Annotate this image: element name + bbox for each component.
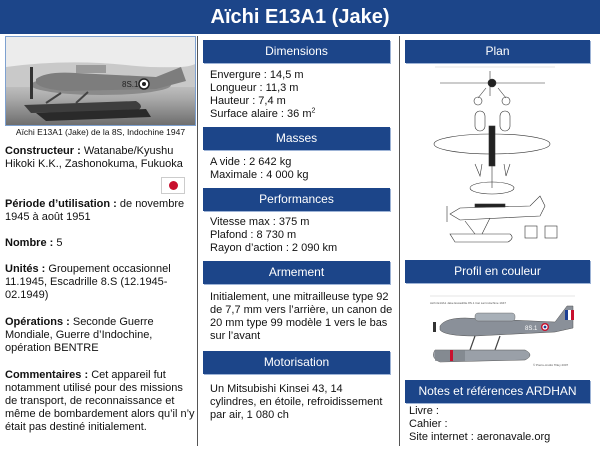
armement-header: Armement <box>203 261 390 284</box>
plan-header: Plan <box>405 40 590 63</box>
periode-value: de novembre 1945 à août 1951 <box>5 198 185 223</box>
notes-section <box>409 405 594 444</box>
column-divider-left <box>197 36 198 446</box>
envergure-text: Envergure : 14,5 m <box>210 69 304 81</box>
armement-text: Initialement, une mitrailleuse type 92 de 7,7 mm vers l’arrière, un canon de 20 mm type 99 modèle 1 vers le bas sur l’avant <box>210 291 393 342</box>
svg-text:8S.1: 8S.1 <box>122 80 139 89</box>
operations-value: Seconde Guerre Mondiale, Guerre d’Indochine, opération BENTRE <box>5 316 154 354</box>
performances-section <box>210 216 390 255</box>
nombre-value: 5 <box>53 237 63 249</box>
surface-superscript: 2 <box>311 107 316 115</box>
masse-max-text: Maximale : 4 000 kg <box>210 169 309 181</box>
profil-header: Profil en couleur <box>405 260 590 283</box>
periode-label: Période d’utilisation : <box>5 198 117 210</box>
livre-text: Livre : <box>409 405 439 417</box>
motorisation-text: Un Mitsubishi Kinsei 43, 14 cylindres, en étoile, refroidissement par air, 1 080 ch <box>210 383 383 421</box>
svg-text:© Pierre-André Tilley 2007: © Pierre-André Tilley 2007 <box>533 363 569 367</box>
japan-flag-icon <box>161 177 185 194</box>
photo-caption: Aïchi E13A1 (Jake) de la 8S, Indochine 1947 <box>15 127 186 137</box>
dimensions-section <box>210 69 390 121</box>
commentaires-value: Cet appareil fut notamment utilisé pour des missions de transport, de reconnaissance et même de bombardement alors qu’il n’y était pas destiné initialement. <box>5 369 195 433</box>
commentaires-field <box>5 369 195 434</box>
constructeur-label: Constructeur : <box>5 145 81 157</box>
page-title: Aïchi E13A1 (Jake) <box>0 0 600 34</box>
operations-field <box>5 316 195 355</box>
three-view-plan-drawing <box>420 66 570 256</box>
commentaires-label: Commentaires : <box>5 369 89 381</box>
svg-text:8S.1: 8S.1 <box>525 326 538 332</box>
color-profile-drawing <box>415 292 585 372</box>
rayon-text: Rayon d’action : 2 090 km <box>210 242 338 254</box>
unites-field <box>5 263 195 302</box>
constructeur-field <box>5 145 195 171</box>
plafond-text: Plafond : 8 730 m <box>210 229 297 241</box>
nombre-field <box>5 237 195 250</box>
nombre-label: Nombre : <box>5 237 54 249</box>
svg-text:Aichi E13A1 Jake Escadrille 8S: Aichi E13A1 Jake Escadrille 8S.1 Cat Lai Indochine 1947 <box>430 301 507 305</box>
hauteur-text: Hauteur : 7,4 m <box>210 95 286 107</box>
masses-header: Masses <box>203 127 390 150</box>
masse-vide-text: A vide : 2 642 kg <box>210 156 292 168</box>
longueur-text: Longueur : 11,3 m <box>210 82 299 94</box>
site-internet-text: Site internet : aeronavale.org <box>409 431 551 443</box>
cahier-text: Cahier : <box>409 418 448 430</box>
dimensions-header: Dimensions <box>203 40 390 63</box>
unites-value: Groupement occasionnel 11.1945, Escadrille 8.S (12.1945-02.1949) <box>5 263 171 301</box>
seaplane-photo-illustration <box>6 37 196 126</box>
masses-section <box>210 156 390 182</box>
performances-header: Performances <box>203 188 390 211</box>
operations-label: Opérations : <box>5 316 70 328</box>
constructeur-value: Watanabe/Kyushu Hikoki K.K., Zashonokuma, Fukuoka <box>5 145 183 170</box>
unites-label: Unités : <box>5 263 46 275</box>
motorisation-header: Motorisation <box>203 351 390 374</box>
color-profile-icon <box>415 292 585 372</box>
surface-text <box>210 108 390 121</box>
plan-drawing-icon <box>420 66 570 256</box>
column-divider-right <box>399 36 400 446</box>
vitesse-text: Vitesse max : 375 m <box>210 216 310 228</box>
periode-field <box>5 198 195 224</box>
surface-value: Surface alaire : 36 m <box>210 108 312 120</box>
aircraft-photo <box>5 36 196 126</box>
notes-header: Notes et références ARDHAN <box>405 380 590 403</box>
flag-sun <box>169 181 178 190</box>
